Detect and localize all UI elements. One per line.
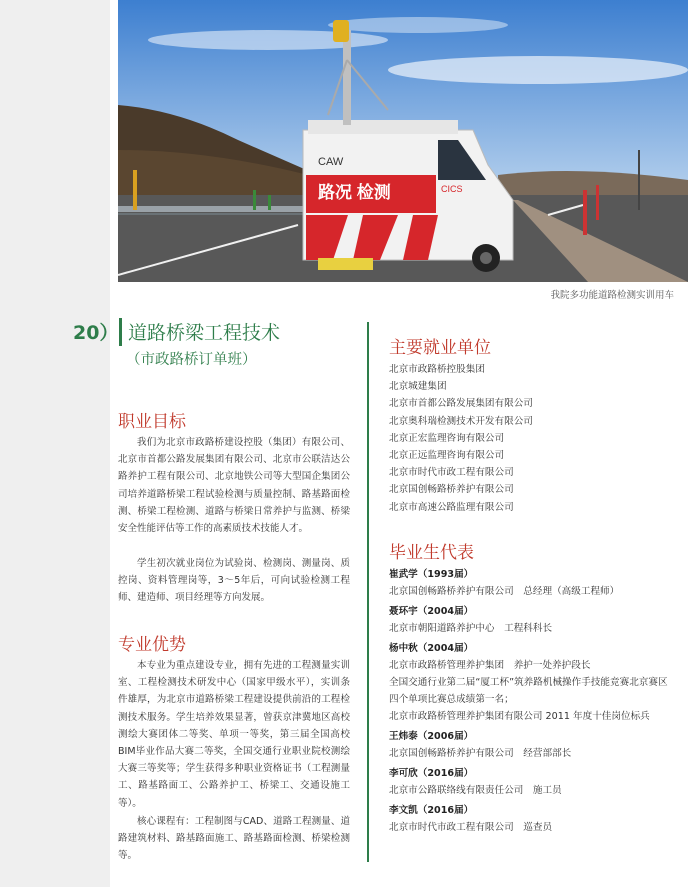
list-item: 北京正宏监理咨询有限公司 [389, 432, 505, 444]
career-goal-heading: 职业目标 [118, 412, 186, 432]
list-item: 北京正远监理咨询有限公司 [389, 450, 505, 462]
list-item: 北京国创畅路桥养护有限公司 [389, 484, 514, 496]
list-item: 北京奥科瑞检测技术开发有限公司 [389, 415, 533, 427]
van-text: 路况 检测 [318, 183, 391, 202]
graduate-name: 崔武学（1993届） [389, 569, 474, 580]
graduate-entry [389, 728, 669, 762]
graduate-name: 王炜泰（2006届） [389, 731, 474, 742]
graduate-entry [389, 603, 669, 637]
career-goal-paragraph: 学生初次就业岗位为试验岗、检测岗、测量岗、质控岗、资料管理岗等，3～5年后，可向试验检测工程师、建造师、项目经理等方向发展。 [118, 558, 350, 604]
program-title: 道路桥梁工程技术 [128, 322, 281, 344]
career-goal-paragraph: 我们为北京市政路桥建设控股（集团）有限公司、北京市首都公路发展集团有限公司、北京市公联洁达公路养护工程有限公司、北京地铁公司等大型国企集团公司培养道路桥梁工程试验检测与质量控制、路基路面检测、桥梁工程检测、道路与桥梁日常养护与监测、桥梁安全性能评估等工作的高素质技术技能人才。 [118, 437, 350, 535]
graduate-name: 李可欣（2016届） [389, 768, 474, 779]
graduate-detail: 北京市公路联络线有限责任公司 施工员 [389, 785, 562, 796]
advantage-heading: 专业优势 [118, 635, 186, 655]
graduate-entry [389, 802, 669, 836]
graduate-entry [389, 640, 669, 725]
graduate-list [389, 566, 669, 839]
employer-list [389, 361, 533, 516]
graduate-name: 李文凯（2016届） [389, 805, 474, 816]
graduates-heading: 毕业生代表 [389, 543, 474, 563]
list-item: 北京城建集团 [389, 381, 447, 393]
inspection-van-photo [118, 0, 688, 282]
advantage-paragraph: 本专业为重点建设专业，拥有先进的工程测量实训室、工程检测技术研发中心（国家甲级水平），实训条件雄厚，为北京市道路桥梁工程建设提供前沿的工程检测技术服务。学生培养效果显著，曾获京津冀地区高校测绘大赛团体二等奖、单项一等奖，第三届全国高校BIM毕业作品大赛二等奖，全国交通行业职业院校测绘大赛三等奖等；学生获得多种职业资格证书（工程测量工、路基路面工、公路养护工、桥梁工、交通设施工等）。 [118, 660, 350, 809]
van-logo: CICS [441, 184, 463, 194]
list-item: 北京市政路桥控股集团 [389, 364, 485, 375]
list-item: 北京市时代市政工程有限公司 [389, 467, 514, 479]
graduate-detail: 全国交通行业第二届“厦工杯”筑养路机械操作手技能竞赛北京赛区四个单项比赛总成绩第一名； [389, 677, 668, 705]
list-item: 北京市高速公路监理有限公司 [389, 501, 514, 513]
employers-heading: 主要就业单位 [389, 338, 491, 358]
graduate-name: 杨中秋（2004届） [389, 643, 474, 654]
program-number: 20） [73, 322, 119, 344]
advantage-paragraph: 核心课程有：工程制图与CAD、道路工程测量、道路建筑材料、路基路面施工、路基路面检测、桥梁检测等。 [118, 816, 350, 862]
side-margin-bar [0, 0, 110, 887]
photo-caption: 我院多功能道路检测实训用车 [550, 290, 674, 301]
program-subtitle: （市政路桥订单班） [126, 352, 257, 368]
graduate-detail: 北京市朝阳道路养护中心 工程科科长 [389, 623, 553, 634]
graduate-detail: 北京市时代市政工程有限公司 巡查员 [389, 822, 553, 833]
graduate-detail: 北京市政路桥管理养护集团有限公司 2011 年度十佳岗位标兵 [389, 711, 650, 722]
graduate-entry [389, 765, 669, 799]
guardrail [118, 206, 308, 212]
graduate-detail: 北京国创畅路桥养护有限公司 总经理（高级工程师） [389, 586, 620, 597]
graduate-detail: 北京市政路桥管理养护集团 养护一处养护段长 [389, 660, 591, 671]
graduate-entry [389, 566, 669, 600]
list-item: 北京市首都公路发展集团有限公司 [389, 398, 533, 410]
column-divider [367, 322, 369, 862]
van-code: CAW [318, 156, 344, 168]
graduate-detail: 北京国创畅路桥养护有限公司 经营部部长 [389, 748, 572, 759]
title-accent-bar [119, 318, 122, 346]
graduate-name: 聂环宇（2004届） [389, 606, 474, 617]
